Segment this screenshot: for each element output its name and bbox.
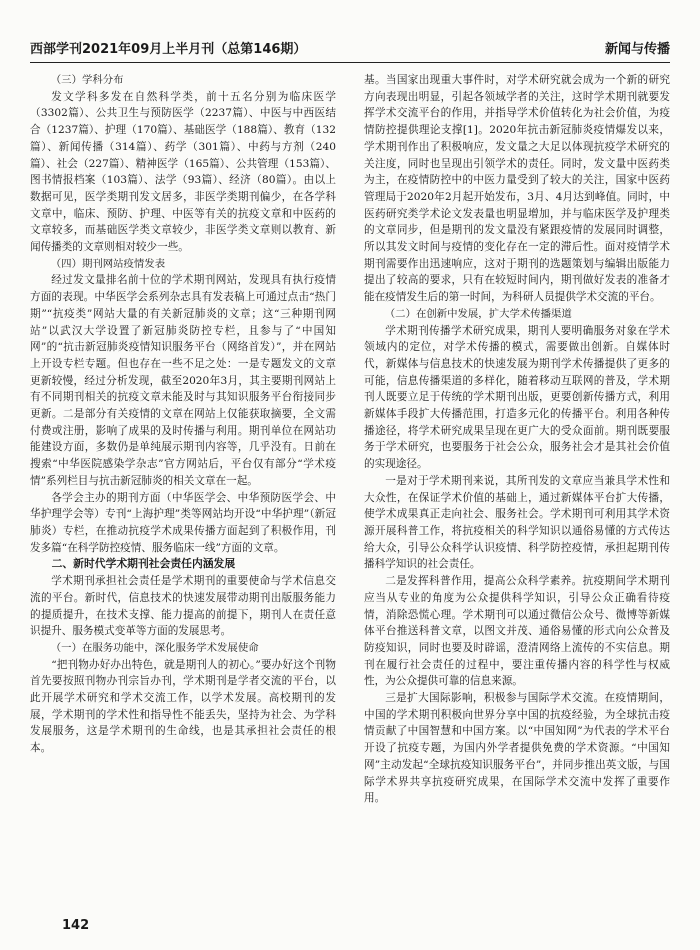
paragraph: 二是发挥科普作用，提高公众科学素养。抗疫期间学术期刊应当从专业的角度为公众提供科学知识，引导公众正确看待疫情，消除恐慌心理。学术期刊可以通过微信公众号、微博等新媒体平台推送科普文章，以图文并茂、通俗易懂的形式向公众普及防疫知识，同时也要及时辟谣，澄清网络上流传的不实信息。期刊在履行社会责任的过程中，要注重传播内容的科学性与权威性，为公众提供可靠的信息来源。 — [364, 575, 670, 688]
section-heading: 二、新时代学术期刊社会责任内涵发展 — [51, 557, 236, 571]
paragraph: 学术期刊承担社会责任是学术期刊的重要使命与学术信息交流的平台。新时代，信息技术的快速发展带动期刊出版服务能力的提质提升，在技术支撑、能力提高的前提下，期刊人在责任意识提升、服务模式变革等方面的发展思考。 — [30, 575, 336, 638]
section-title: 新闻与传播 — [604, 42, 670, 57]
paragraph: 一是对于学术期刊来说，其所刊发的文章应当兼具学术性和大众性，在保证学术价值的基础上，通过新媒体平台扩大传播，使学术成果真正走向社会、服务社会。学术期刊可利用其学术资源开展科普工作，将抗疫相关的科学知识以通俗易懂的方式传达给大众，引导公众科学认识疫情、科学防控疫情，承担起期刊传播科学知识的社会责任。 — [364, 474, 670, 571]
left-column — [30, 72, 336, 910]
subheading-service: （一）在服务功能中，深化服务学术发展使命 — [50, 641, 259, 654]
paragraph: 基。当国家出现重大事件时，对学术研究就会成为一个新的研究方向表现出明显，引起各领域学者的关注，这时学术期刊就要发挥学术交流平台的作用，并指导学术价值转化为社会价值，为疫情防控提供理论支撑[1]。2020年抗击新冠肺炎疫情爆发以来，学术期刊作出了积极响应，发文量之大足以体现抗疫学术研究的关注度，同时也呈现出引领学术的责任。同时，发文量中医药类为主，在疫情防控中的中医力量受到了较大的关注，国家中医药管理局于2020年2月起开始发布，3月、4月达到峰值。同时，中医药研究类学术论文发表量也明显增加，并与临床医学及护理类的文章同步，但是期刊的发文量没有紧跟疫情的发展同时调整，所以其发文时间与疫情的变化存在一定的滞后性。面对疫情学术期刊需要作出迅速响应，这对于期刊的选题策划与编辑出版能力提出了较高的要求，只有在较短时间内，期刊做好发表的准备才能在疫情发生后的第一时间，为科研人员提供学术交流的平台。 — [364, 74, 670, 304]
paragraph: “把刊物办好办出特色，就是期刊人的初心。”要办好这个刊物首先要按照刊物办刊宗旨办刊，学术期刊是学者交流的平台，以此开展学术研究和学术交流工作，以学术发展。高校期刊的发展，学术期刊的学术性和指导性不能丢失，坚持为社会、为学科发展服务，这是学术期刊的生命线，也是其承担社会责任的根本。 — [30, 658, 336, 755]
subheading-disciplines: （三）学科分布 — [50, 74, 124, 86]
right-column — [364, 72, 670, 910]
page-number: 142 — [62, 918, 90, 933]
subheading-innovation: （二）在创新中发展，扩大学术传播渠道 — [384, 307, 572, 320]
subheading-websites: （四）期刊网站疫情发表 — [50, 257, 166, 270]
paragraph: 三是扩大国际影响，积极参与国际学术交流。在疫情期间，中国的学术期刊积极向世界分享中国的抗疫经验，为全球抗击疫情贡献了中国智慧和中国方案。以“中国知网”为代表的学术平台开设了抗疫专题，为国内外学者提供免费的学术资源。“中国知网”主动发起“全球抗疫知识服务平台”，并同步推出英文版，与国际学术界共享抗疫研究成果，在国际学术交流中发挥了重要作用。 — [364, 692, 670, 805]
paragraph: 各学会主办的期刊方面（中华医学会、中华预防医学会、中华护理学会等）专刊“上海护理”类等网站均开设“中华护理”（新冠肺炎）专栏，在推动抗疫学术成果传播方面起到了积极作用，刊发多篇“在科学防控疫情、服务临床一线”方面的文章。 — [30, 491, 336, 554]
paragraph: 发文学科多发在自然科学类，前十五名分别为临床医学（3302篇）、公共卫生与预防医学（2237篇）、中医与中西医结合（1237篇）、护理（170篇）、基础医学（188篇）、教育（132篇）、新闻传播（314篇）、药学（301篇）、中药与方剂（240篇）、社会（227篇）、精神医学（165篇）、公共管理（153篇）、图书情报档案（103篇）、法学（93篇）、经济（80篇）。由以上数据可见，医学类期刊发文居多，非医学类期刊偏少，在各学科文章中，临床、预防、护理、中医等有关的抗疫文章和中医药的文章较多，而基础医学类文章较少，非医学类文章则以教育、新闻传播类的文章则相对较少一些。 — [30, 90, 336, 254]
paragraph: 经过发文量排名前十位的学术期刊网站，发现具有执行疫情方面的表现。中华医学会系列杂志具有发表稿上可通过点击“热门期”“抗疫类”网站大量的有关新冠肺炎的文章；这“三种期刊网站”以武汉大学设置了新冠肺炎防控专栏，且参与了“中国知网”的“抗击新冠肺炎疫情知识服务平台（网络首发）”，并在网站上开设专栏专题。但也存在一些不足之处：一是专题发文的文章更新较慢，经过分析发现，截至2020年3月，其主要期刊网站上有不同期刊相关的抗疫文章未能及时与其知识服务平台衔接同步更新。二是部分有关疫情的文章在网站上仅能获取摘要，全文需付费或注册，影响了成果的及时传播与利用。期刊单位在网站功能建设方面，多数仍是单纯展示期刊内容等，几乎没有。日前在搜索“中华医院感染学杂志”官方网站后，平台仅有部分“学术疫情”系列栏目与抗击新冠肺炎的相关文章在一起。 — [30, 274, 336, 487]
journal-title: 西部学刊2021年09月上半月刊（总第146期） — [30, 42, 307, 57]
paragraph: 学术期刊传播学术研究成果，期刊人要明确服务对象在学术领域内的定位，对学术传播的模式，需要做出创新。自媒体时代，新媒体与信息技术的快速发展为期刊学术传播提供了更多的可能，信息传播渠道的多样化，随着移动互联网的普及，学术期刊人既要立足于传统的学术期刊出版，更要创新传播方式，利用新媒体手段扩大传播范围，打造多元化的传播平台。利用各种传播途径，将学术研究成果呈现在更广大的受众面前。期刊既要服务于学术研究，也要服务于社会公众，服务社会才是其社会价值的实现途径。 — [364, 324, 670, 471]
running-header — [30, 40, 670, 63]
